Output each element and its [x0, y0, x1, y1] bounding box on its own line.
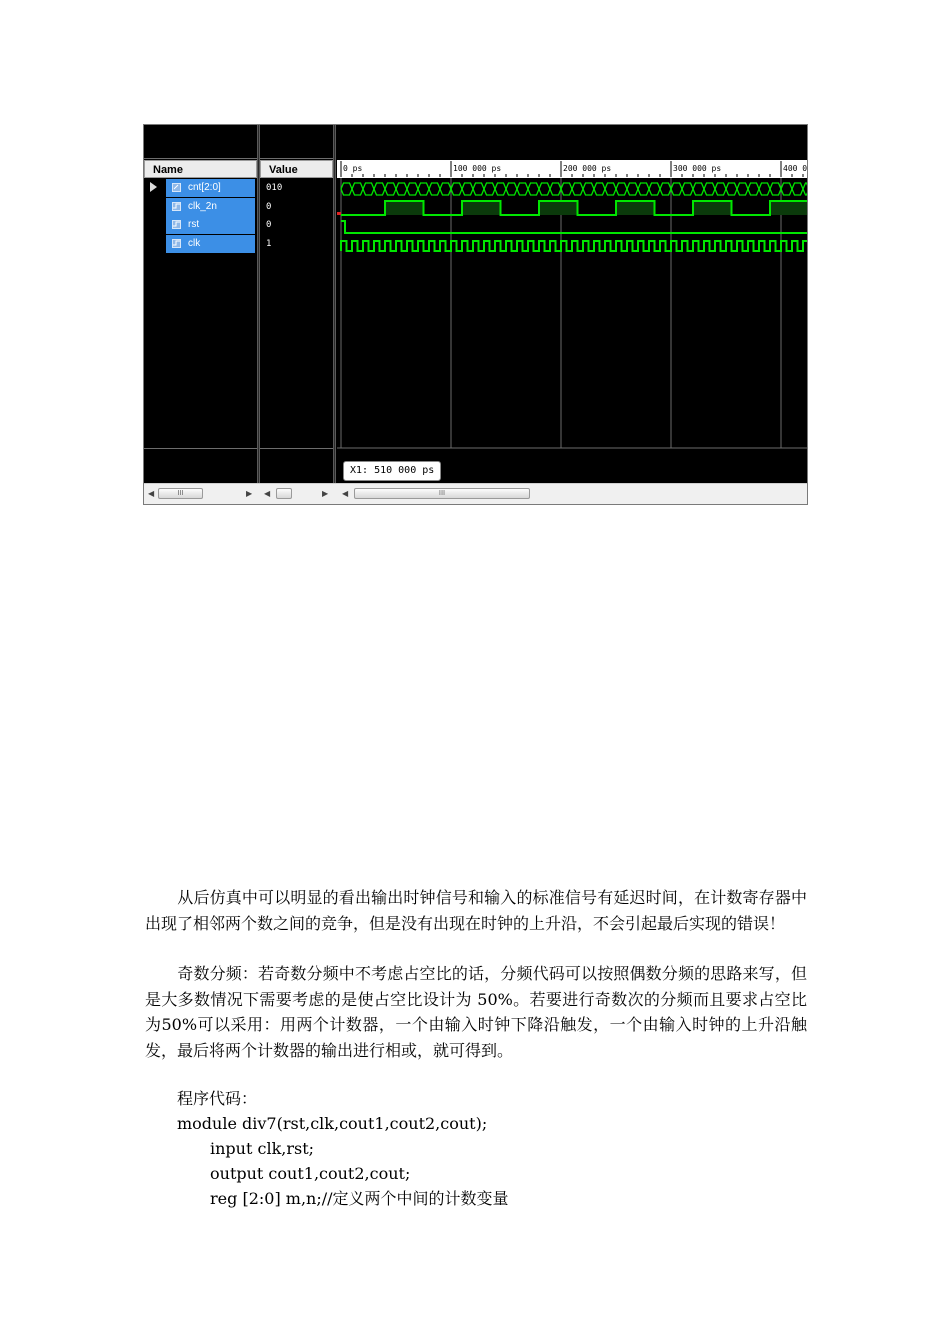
divider — [260, 448, 333, 449]
bus-segment — [748, 183, 759, 195]
bus-segment — [451, 183, 462, 195]
cursor-readout: X1: 510 000 ps — [343, 461, 441, 481]
bus-segment — [759, 183, 770, 195]
bus-segment — [572, 183, 583, 195]
bus-icon — [172, 183, 181, 192]
bus-segment — [341, 183, 352, 195]
wave-scroll-thumb[interactable]: III — [354, 488, 530, 499]
code-line: reg [2:0] m,n;//定义两个中间的计数变量 — [210, 1189, 509, 1208]
bus-segment — [781, 183, 792, 195]
signal-row-clk-2n[interactable] — [166, 198, 255, 216]
bus-segment — [792, 183, 803, 195]
bus-segment — [484, 183, 495, 195]
clk-trace — [341, 241, 808, 251]
high-fill — [385, 201, 424, 215]
signal-value: 010 — [266, 183, 283, 193]
bus-segment — [638, 183, 649, 195]
timeline-tick-label: 0 ps — [343, 164, 363, 173]
bus-segment — [385, 183, 396, 195]
bus-segment — [429, 183, 440, 195]
bus-segment — [594, 183, 605, 195]
code-line: input clk,rst; — [210, 1139, 315, 1158]
bus-segment — [682, 183, 693, 195]
waveform-canvas[interactable] — [337, 125, 808, 483]
code-heading: 程序代码： — [177, 1089, 258, 1108]
signal-value: 0 — [266, 202, 272, 212]
waveform-viewer — [143, 124, 808, 505]
value-column-header[interactable]: Value — [260, 160, 333, 178]
name-pane — [144, 125, 257, 483]
bus-segment — [462, 183, 473, 195]
scroll-right-icon[interactable]: ▶ — [246, 489, 253, 498]
rst-trace — [341, 221, 808, 233]
bus-segment — [605, 183, 616, 195]
signal-name: rst — [188, 219, 200, 230]
signal-name: cnt[2:0] — [188, 182, 221, 193]
signal-icon — [172, 239, 181, 248]
bus-segment — [517, 183, 528, 195]
bus-segment — [660, 183, 671, 195]
scroll-right-icon[interactable]: ▶ — [322, 489, 329, 498]
high-fill — [770, 201, 808, 215]
wave-pane — [337, 125, 808, 483]
signal-row-rst[interactable] — [166, 216, 255, 234]
bus-segment — [363, 183, 374, 195]
bus-segment — [407, 183, 418, 195]
high-fill — [462, 201, 501, 215]
bus-segment — [715, 183, 726, 195]
signal-row-cnt[interactable] — [166, 179, 255, 197]
name-column-header[interactable]: Name — [144, 160, 257, 178]
scroll-left-icon[interactable]: ◀ — [264, 489, 271, 498]
bus-segment — [737, 183, 748, 195]
bus-segment — [803, 183, 808, 195]
bus-segment — [649, 183, 660, 195]
bus-segment — [539, 183, 550, 195]
bus-segment — [616, 183, 627, 195]
bus-segment — [671, 183, 682, 195]
divider — [144, 448, 257, 449]
code-line: module div7(rst,clk,cout1,cout2,cout); — [177, 1114, 488, 1133]
divider — [144, 158, 257, 159]
bus-segment — [550, 183, 561, 195]
bus-segment — [473, 183, 484, 195]
bus-segment — [726, 183, 737, 195]
scroll-left-icon[interactable]: ◀ — [148, 489, 155, 498]
timeline-tick-label: 400 0 — [783, 164, 808, 173]
signal-icon — [172, 220, 181, 229]
bus-segment — [561, 183, 572, 195]
bus-segment — [495, 183, 506, 195]
timeline-tick-label: 100 000 ps — [453, 164, 502, 173]
value-scroll-thumb[interactable] — [276, 488, 292, 499]
signal-value: 1 — [266, 239, 272, 249]
unknown-marker — [337, 212, 341, 215]
high-fill — [693, 201, 732, 215]
divider — [260, 158, 333, 159]
bus-segment — [583, 183, 594, 195]
expand-arrow-icon[interactable] — [150, 182, 157, 192]
high-fill — [616, 201, 655, 215]
bus-segment — [704, 183, 715, 195]
scroll-left-icon[interactable]: ◀ — [342, 489, 349, 498]
paragraph-post-sim-analysis: 从后仿真中可以明显的看出输出时钟信号和输入的标准信号有延迟时间，在计数寄存器中出现了相邻两个数之间的竞争，但是没有出现在时钟的上升沿，不会引起最后实现的错误！ — [145, 888, 807, 933]
scrollbar-strip — [144, 483, 807, 505]
bus-segment — [770, 183, 781, 195]
code-line: output cout1,cout2,cout; — [210, 1164, 411, 1183]
value-pane — [260, 125, 333, 483]
timeline-tick-label: 200 000 ps — [563, 164, 612, 173]
bus-segment — [528, 183, 539, 195]
bus-segment — [396, 183, 407, 195]
signal-name: clk_2n — [188, 201, 217, 212]
bus-segment — [627, 183, 638, 195]
signal-value: 0 — [266, 220, 272, 230]
signal-name: clk — [188, 238, 201, 249]
timeline-tick-label: 300 000 ps — [673, 164, 722, 173]
signal-icon — [172, 202, 181, 211]
bus-segment — [693, 183, 704, 195]
bus-segment — [506, 183, 517, 195]
pane-splitter[interactable] — [333, 125, 336, 483]
signal-row-clk[interactable] — [166, 235, 255, 253]
bus-segment — [440, 183, 451, 195]
bus-segment — [352, 183, 363, 195]
bus-segment — [418, 183, 429, 195]
name-scroll-thumb[interactable]: III — [158, 488, 203, 499]
high-fill — [539, 201, 578, 215]
paragraph-odd-divider: 奇数分频：若奇数分频中不考虑占空比的话，分频代码可以按照偶数分频的思路来写，但是大多数情况下需要考虑的是使占空比设计为 50%。若要进行奇数次的分频而且要求占空比为50%可以采用：用两个计数器，一个由输入时钟下降沿触发，一个由输入时钟的上升沿触发，最后将两个计数器的输出进行相或，就可得到。 — [145, 964, 807, 1060]
bus-segment — [374, 183, 385, 195]
